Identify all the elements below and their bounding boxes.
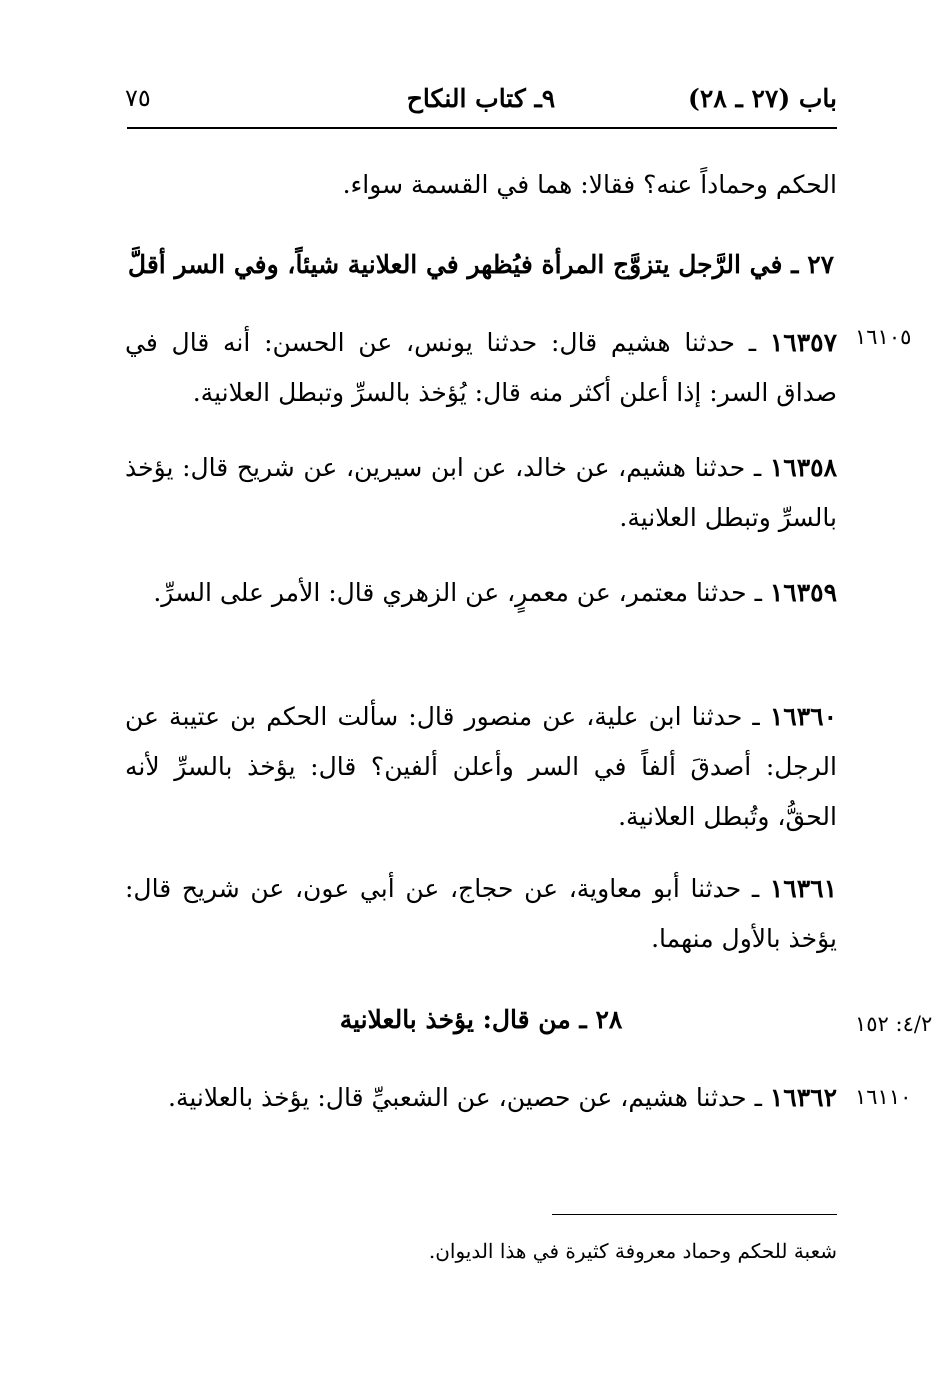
book-title: ٩ـ كتاب النكاح	[406, 84, 556, 113]
hadith-number: ١٦٣٦١	[769, 874, 837, 903]
margin-ref-16110: ١٦١١٠	[855, 1085, 912, 1109]
opening-line: الحكم وحماداً عنه؟ فقالا: هما في القسمة سواء.	[342, 170, 837, 199]
hadith-text: ـ حدثنا معتمر، عن معمرٍ، عن الزهري قال: الأمر على السرِّ.	[153, 578, 770, 607]
section-27-heading: ٢٧ ـ في الرَّجل يتزوَّج المرأة فيُظهر في العلانية شيئاً، وفي السر أقلَّ	[127, 250, 835, 279]
margin-ref-16105: ١٦١٠٥	[855, 325, 912, 349]
footnote: شعبة للحكم وحماد معروفة كثيرة في هذا الديوان.	[428, 1239, 837, 1263]
hadith-number: ١٦٣٦٢	[769, 1083, 837, 1112]
hadith-16360	[125, 692, 837, 842]
hadith-text: ـ حدثنا أبو معاوية، عن حجاج، عن أبي عون، عن شريح قال: يؤخذ بالأول منهما.	[125, 874, 837, 953]
hadith-16357	[125, 318, 837, 418]
section-28-heading: ٢٨ ـ من قال: يؤخذ بالعلانية	[339, 1005, 623, 1034]
hadith-text: ـ حدثنا ابن علية، عن منصور قال: سألت الحكم بن عتيبة عن الرجل: أصدقَ ألفاً في السر وأعلن ألفين؟ قال: يؤخذ بالسرِّ لأنه الحقُّ، وتُبطل العلانية.	[125, 702, 837, 831]
hadith-text: ـ حدثنا هشيم قال: حدثنا يونس، عن الحسن: أنه قال في صداق السر: إذا أعلن أكثر منه قال: يُؤخذ بالسرِّ وتبطل العلانية.	[125, 328, 837, 407]
hadith-text: ـ حدثنا هشيم، عن حصين، عن الشعبيِّ قال: يؤخذ بالعلانية.	[168, 1083, 770, 1112]
hadith-text: ـ حدثنا هشيم، عن خالد، عن ابن سيرين، عن شريح قال: يؤخذ بالسرِّ وتبطل العلانية.	[125, 453, 837, 532]
page-header	[125, 84, 837, 122]
hadith-16359	[125, 568, 837, 618]
chapter-range: باب (٢٧ ـ ٢٨)	[688, 84, 837, 113]
page-number: ٧٥	[125, 84, 151, 112]
hadith-16361	[125, 864, 837, 964]
hadith-number: ١٦٣٥٩	[769, 578, 837, 607]
margin-ref-volume-page: ٤/٢: ١٥٢	[855, 1012, 933, 1036]
hadith-number: ١٦٣٥٨	[769, 453, 837, 482]
footnote-rule	[552, 1214, 837, 1215]
header-rule	[127, 127, 837, 129]
hadith-16362	[125, 1073, 837, 1123]
hadith-16358	[125, 443, 837, 543]
hadith-number: ١٦٣٦٠	[769, 702, 837, 731]
hadith-number: ١٦٣٥٧	[769, 328, 837, 357]
